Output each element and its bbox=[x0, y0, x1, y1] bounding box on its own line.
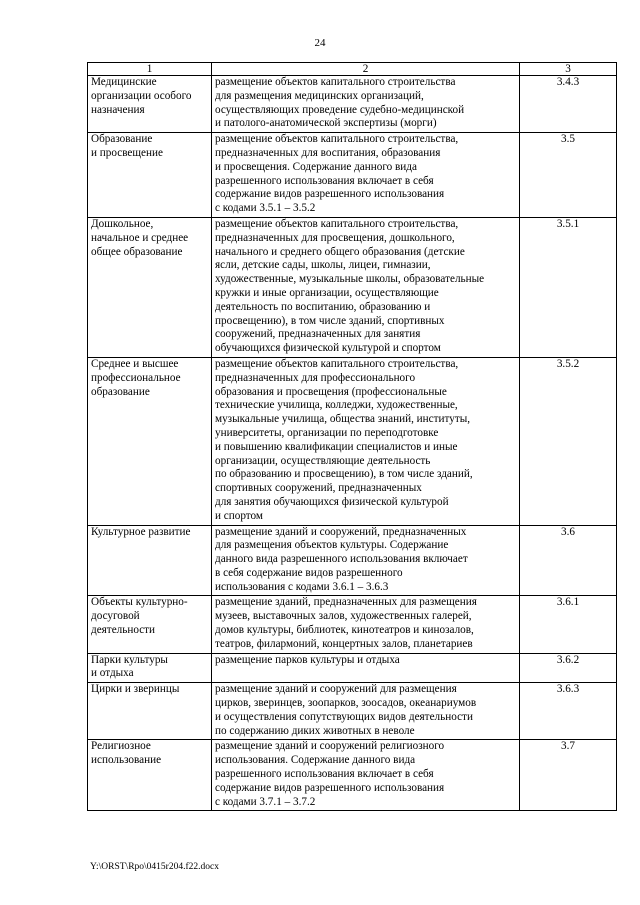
land-use-description-cell bbox=[212, 133, 520, 218]
land-use-name-cell bbox=[88, 653, 212, 683]
land-use-name-line: досуговой bbox=[91, 610, 140, 623]
table-row bbox=[88, 76, 617, 133]
table-row bbox=[88, 596, 617, 653]
land-use-description-line: просвещению), в том числе зданий, спортивных bbox=[215, 314, 445, 327]
land-use-name-line: деятельности bbox=[91, 624, 156, 637]
land-use-description-line: технические училища, колледжи, художественные, bbox=[215, 399, 458, 412]
land-use-description-line: размещение объектов капитального строительства bbox=[215, 76, 456, 88]
land-use-description-line: содержание видов разрешенного использования bbox=[215, 188, 445, 201]
land-use-description-line: и патолого-анатомической экспертизы (морги) bbox=[215, 117, 437, 130]
land-use-description-line: начального и среднего общего образования (детские bbox=[215, 245, 465, 258]
land-use-description-line: размещение зданий и сооружений, предназначенных bbox=[215, 525, 467, 538]
land-use-description-cell bbox=[212, 740, 520, 811]
land-use-name-cell bbox=[88, 740, 212, 811]
land-use-description-line: с кодами 3.5.1 – 3.5.2 bbox=[215, 202, 316, 215]
land-use-code-cell: 3.6.3 bbox=[520, 683, 617, 740]
land-use-description-line: в себя содержание видов разрешенного bbox=[215, 566, 403, 579]
land-use-description-line: предназначенных для профессионального bbox=[215, 371, 416, 384]
land-use-description-line: организации, осуществляющие деятельность bbox=[215, 454, 431, 467]
land-use-description-line: образования и просвещения (профессиональные bbox=[215, 385, 447, 398]
land-use-code-cell: 3.5.2 bbox=[520, 357, 617, 525]
land-use-description-line: кружки и иные организации, осуществляющие bbox=[215, 286, 439, 299]
land-use-name-line: общее образование bbox=[91, 245, 183, 258]
land-use-description-line: обучающихся физической культурой и спортом bbox=[215, 342, 441, 355]
land-use-name-line: назначения bbox=[91, 103, 145, 116]
land-use-code-cell: 3.4.3 bbox=[520, 76, 617, 133]
land-use-description-line: размещение парков культуры и отдыха bbox=[215, 653, 400, 666]
land-use-description-line: театров, филармоний, концертных залов, планетариев bbox=[215, 637, 473, 650]
land-use-description-line: по образованию и просвещению), в том числе зданий, bbox=[215, 468, 473, 481]
land-use-description-line: осуществляющих проведение судебно-медицинской bbox=[215, 103, 465, 116]
land-use-description-cell bbox=[212, 357, 520, 525]
land-use-description-line: ясли, детские сады, школы, лицеи, гимназии, bbox=[215, 259, 431, 272]
land-use-description-line: для размещения объектов культуры. Содержание bbox=[215, 539, 449, 552]
land-use-description-line: для размещения медицинских организаций, bbox=[215, 89, 424, 102]
land-use-name-line: Религиозное bbox=[91, 740, 151, 753]
table-row bbox=[88, 653, 617, 683]
land-use-code-cell: 3.5.1 bbox=[520, 217, 617, 357]
land-use-description-line: размещение зданий и сооружений религиозного bbox=[215, 740, 445, 753]
land-use-description-line: сооружений, предназначенных для занятия bbox=[215, 328, 421, 341]
land-use-description-line: разрешенного использования включает в себя bbox=[215, 174, 434, 187]
land-use-description-line: деятельность по воспитанию, образованию и bbox=[215, 300, 431, 313]
land-use-description-cell bbox=[212, 596, 520, 653]
land-use-description-line: размещение объектов капитального строительства, bbox=[215, 133, 459, 146]
land-use-description-cell bbox=[212, 76, 520, 133]
page-number: 24 bbox=[314, 37, 326, 49]
table-row bbox=[88, 740, 617, 811]
land-use-name-line: Медицинские bbox=[91, 76, 157, 88]
land-use-name-line: начальное и среднее bbox=[91, 231, 189, 244]
column-header: 1 bbox=[88, 63, 212, 76]
land-use-name-line: профессиональное bbox=[91, 371, 181, 384]
land-use-description-line: размещение зданий, предназначенных для размещения bbox=[215, 596, 477, 609]
land-use-description-line: размещение объектов капитального строительства, bbox=[215, 357, 459, 370]
land-use-description-line: разрешенного использования включает в себя bbox=[215, 768, 434, 781]
land-use-name-line: Среднее и высшее bbox=[91, 357, 179, 370]
table-row bbox=[88, 357, 617, 525]
land-use-description-line: домов культуры, библиотек, кинотеатров и кинозалов, bbox=[215, 624, 474, 637]
land-use-description-line: спортивных сооружений, предназначенных bbox=[215, 482, 422, 495]
land-use-description-line: предназначенных для воспитания, образования bbox=[215, 146, 441, 159]
land-use-description-cell bbox=[212, 683, 520, 740]
land-use-table bbox=[87, 62, 617, 811]
land-use-name-cell bbox=[88, 683, 212, 740]
land-use-description-line: для занятия обучающихся физической культурой bbox=[215, 495, 449, 508]
land-use-name-cell bbox=[88, 357, 212, 525]
land-use-name-line: Культурное развитие bbox=[91, 525, 191, 538]
land-use-code-cell: 3.5 bbox=[520, 133, 617, 218]
land-use-description-line: и спортом bbox=[215, 509, 263, 522]
land-use-description-line: размещение объектов капитального строительства, bbox=[215, 217, 459, 230]
land-use-code-cell: 3.6 bbox=[520, 525, 617, 596]
land-use-name-line: Дошкольное, bbox=[91, 217, 154, 230]
file-path-footer: Y:\ORST\Rpo\0415r204.f22.docx bbox=[90, 862, 219, 872]
land-use-description-line: размещение зданий и сооружений для размещения bbox=[215, 683, 457, 696]
land-use-name-line: Парки культуры bbox=[91, 653, 168, 666]
land-use-name-cell bbox=[88, 596, 212, 653]
land-use-description-line: с кодами 3.7.1 – 3.7.2 bbox=[215, 795, 316, 808]
land-use-description-line: использования. Содержание данного вида bbox=[215, 754, 416, 767]
land-use-description-cell bbox=[212, 525, 520, 596]
land-use-name-cell bbox=[88, 76, 212, 133]
land-use-code-cell: 3.6.2 bbox=[520, 653, 617, 683]
table-row bbox=[88, 525, 617, 596]
land-use-description-line: музыкальные училища, общества знаний, институты, bbox=[215, 413, 471, 426]
land-use-code-cell: 3.6.1 bbox=[520, 596, 617, 653]
table-header-row bbox=[88, 63, 617, 76]
land-use-name-line: Образование bbox=[91, 133, 153, 146]
land-use-description-line: по содержанию диких животных в неволе bbox=[215, 724, 415, 737]
land-use-name-line: и просвещение bbox=[91, 146, 163, 159]
table-row bbox=[88, 217, 617, 357]
land-use-description-line: университеты, организации по переподготовке bbox=[215, 426, 439, 439]
land-use-description-line: предназначенных для просвещения, дошкольного, bbox=[215, 231, 455, 244]
table-row bbox=[88, 683, 617, 740]
land-use-name-line: организации особого bbox=[91, 89, 192, 102]
land-use-name-line: образование bbox=[91, 385, 150, 398]
land-use-description-line: использования с кодами 3.6.1 – 3.6.3 bbox=[215, 580, 389, 593]
land-use-name-line: и отдыха bbox=[91, 667, 134, 680]
land-use-description-line: и повышению квалификации специалистов и иные bbox=[215, 440, 458, 453]
land-use-description-line: содержание видов разрешенного использования bbox=[215, 781, 445, 794]
land-use-description-cell bbox=[212, 653, 520, 683]
land-use-name-line: Объекты культурно- bbox=[91, 596, 188, 609]
land-use-name-line: использование bbox=[91, 754, 162, 767]
column-header: 3 bbox=[520, 63, 617, 76]
land-use-description-line: данного вида разрешенного использования включает bbox=[215, 553, 468, 566]
column-header: 2 bbox=[212, 63, 520, 76]
land-use-description-line: и осуществления сопутствующих видов деятельности bbox=[215, 710, 473, 723]
land-use-description-cell bbox=[212, 217, 520, 357]
land-use-name-cell bbox=[88, 133, 212, 218]
land-use-code-cell: 3.7 bbox=[520, 740, 617, 811]
table-row bbox=[88, 133, 617, 218]
land-use-description-line: цирков, зверинцев, зоопарков, зоосадов, океанариумов bbox=[215, 697, 477, 710]
land-use-name-line: Цирки и зверинцы bbox=[91, 683, 180, 696]
land-use-description-line: и просвещения. Содержание данного вида bbox=[215, 160, 417, 173]
land-use-description-line: музеев, выставочных залов, художественных галерей, bbox=[215, 610, 472, 623]
land-use-name-cell bbox=[88, 217, 212, 357]
land-use-name-cell bbox=[88, 525, 212, 596]
land-use-description-line: художественные, музыкальные школы, образовательные bbox=[215, 273, 485, 286]
